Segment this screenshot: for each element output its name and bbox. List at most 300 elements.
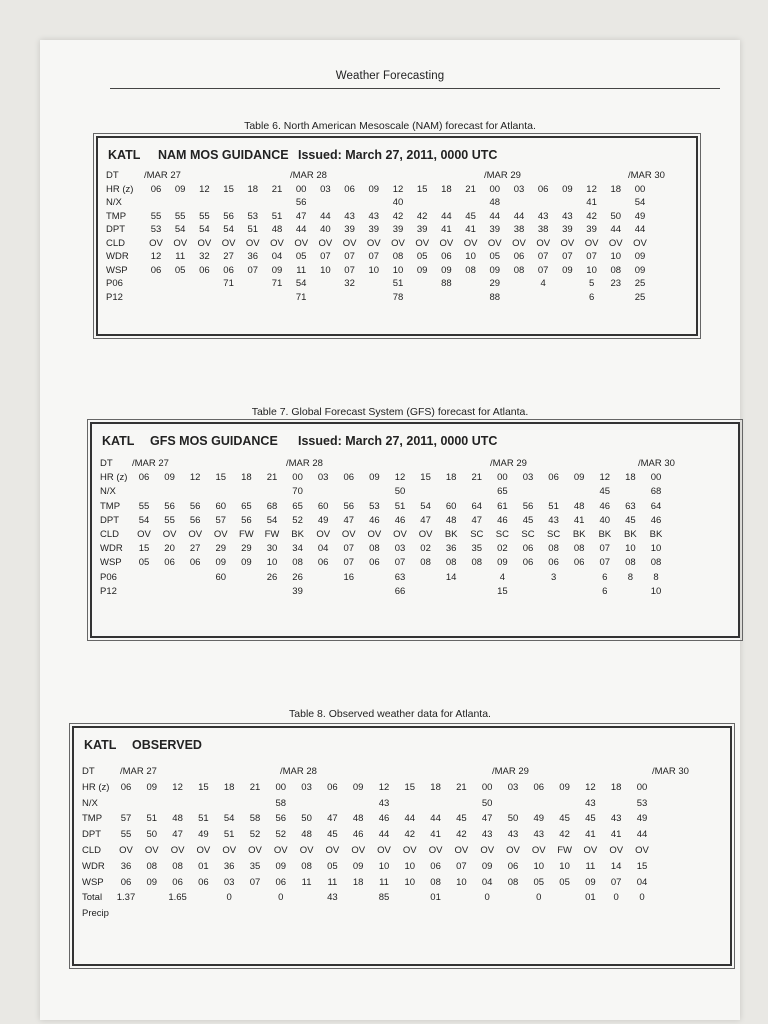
table-cell: 52 [249, 829, 261, 841]
table-cell: OV [213, 529, 228, 540]
table-cell: 08 [172, 860, 183, 872]
row-label: Precip [82, 908, 109, 920]
row-label: WDR [106, 251, 129, 262]
table-cell: 07 [456, 860, 467, 872]
table-cell: 44 [441, 210, 452, 222]
table-cell: 55 [174, 210, 186, 222]
table-cell: 44 [489, 210, 501, 222]
row-label: WSP [106, 264, 128, 276]
table-cell: OV [366, 237, 381, 249]
table-cell: 43 [378, 797, 390, 809]
table-cell: BK [291, 529, 304, 540]
table-cell: 06 [275, 876, 287, 888]
table-cell: 07 [562, 251, 573, 262]
table-cell: OV [299, 845, 314, 856]
table-cell: 51 [146, 813, 158, 825]
row-label: DPT [82, 829, 101, 841]
table-cell: 39 [344, 224, 355, 235]
table-cell: 58 [275, 797, 287, 809]
table-cell: 29 [489, 278, 501, 289]
table-cell: 36 [445, 543, 457, 555]
table-cell: OV [377, 845, 391, 856]
table-cell: 42 [404, 829, 416, 841]
table-cell: 02 [420, 543, 431, 555]
table-cell: 53 [369, 500, 380, 512]
table-cell: OV [119, 845, 133, 856]
table-cell: 45 [327, 829, 338, 841]
table-cell: 18 [241, 472, 252, 484]
table-cell: 39 [416, 224, 428, 235]
station-id: KATL [108, 148, 141, 162]
table-cell: 42 [416, 210, 428, 222]
date-header: /MAR 28 [290, 170, 327, 181]
table-cell: 09 [352, 860, 364, 872]
table-cell: 51 [392, 278, 404, 289]
table-cell: 03 [394, 543, 406, 555]
table-cell: 46 [352, 829, 364, 841]
table-cell: 29 [215, 543, 227, 555]
table-cell: 42 [559, 829, 570, 841]
table-cell: 08 [146, 860, 158, 872]
header-rule [110, 88, 720, 89]
table-cell: 09 [634, 264, 646, 276]
table-cell: 78 [392, 291, 404, 303]
table-cell: 08 [445, 557, 457, 569]
table-cell: 11 [301, 876, 312, 888]
table-cell: 30 [266, 543, 278, 555]
table-cell: OV [583, 845, 598, 856]
table-cell: 08 [610, 264, 622, 276]
table-cell: 21 [456, 781, 467, 793]
table-cell: 65 [241, 500, 252, 512]
table-cell: 18 [610, 781, 622, 793]
table-cell: 44 [513, 210, 525, 222]
table-cell: 47 [172, 829, 183, 841]
table-cell: 11 [327, 876, 338, 888]
table-cell: OV [367, 529, 382, 540]
table-cell: 50 [481, 797, 493, 809]
table-cell: 05 [138, 557, 150, 569]
table-cell: 07 [586, 251, 597, 262]
table-cell: OV [325, 845, 340, 856]
table-cell: 60 [215, 500, 227, 512]
table-cell: 18 [441, 183, 452, 195]
table-cell: 0 [484, 892, 490, 904]
table-cell: 06 [138, 472, 150, 484]
table-cell: 03 [317, 472, 329, 484]
table-cell: 06 [120, 781, 132, 793]
table-cell: OV [341, 529, 356, 540]
table-cell: 12 [199, 183, 210, 195]
table-cell: 03 [320, 183, 331, 195]
table-cell: 6 [602, 571, 608, 583]
table-cell: 41 [465, 224, 476, 235]
table-cell: SC [546, 529, 561, 540]
table-cell: 0 [613, 892, 619, 904]
table-cell: 06 [548, 472, 559, 484]
table-cell: OV [221, 237, 236, 249]
table-cell: 15 [416, 183, 428, 195]
table-cell: 4 [540, 278, 546, 289]
table-cell: 09 [559, 781, 570, 793]
table-cell: 09 [573, 472, 585, 484]
table-cell: 61 [497, 500, 508, 512]
table-cell: OV [531, 845, 546, 856]
table-cell: OV [137, 529, 151, 540]
table-cell: 07 [343, 557, 355, 569]
table-cell: 88 [441, 278, 452, 289]
table-cell: 18 [352, 876, 364, 888]
table-cell: BK [598, 529, 612, 540]
table-cell: OV [162, 529, 177, 540]
row-label: P06 [100, 571, 117, 583]
table-cell: SC [470, 529, 484, 540]
table-cell: 39 [392, 224, 404, 235]
table-cell: OV [402, 845, 417, 856]
table-cell: 11 [296, 264, 307, 276]
table-cell: 47 [471, 514, 483, 526]
table-cell: 38 [513, 224, 525, 235]
date-header: /MAR 30 [638, 458, 675, 469]
table-cell: 68 [650, 486, 662, 498]
table-title: GFS MOS GUIDANCE [150, 434, 278, 448]
table-cell: 11 [379, 876, 389, 888]
table-cell: 44 [634, 224, 646, 235]
table-cell: 34 [292, 543, 303, 555]
table-cell: 09 [241, 557, 252, 569]
table-cell: 26 [266, 571, 278, 583]
table-cell: 12 [392, 183, 404, 195]
table-cell: 21 [465, 183, 476, 195]
table-cell: 06 [343, 472, 355, 484]
table-cell: 51 [223, 829, 235, 841]
table-cell: 09 [634, 251, 646, 262]
table-cell: 43 [562, 210, 573, 222]
table-cell: 10 [378, 860, 390, 872]
table-cell: 09 [146, 876, 158, 888]
table-cell: 39 [562, 224, 573, 235]
table-cell: 15 [223, 183, 234, 195]
table-cell: 18 [430, 781, 441, 793]
table-cell: 54 [266, 514, 278, 526]
table-cell: 06 [507, 860, 519, 872]
table-cell: OV [393, 529, 407, 540]
table-cell: 06 [369, 557, 380, 569]
date-header: /MAR 29 [484, 170, 521, 181]
date-header: /MAR 27 [132, 458, 169, 469]
table-cell: 06 [430, 860, 441, 872]
table-cell: 44 [378, 829, 390, 841]
table-cell: 49 [634, 210, 646, 222]
table-cell: BK [444, 529, 458, 540]
table-cell: 06 [120, 876, 132, 888]
table-cell: OV [454, 845, 469, 856]
table-cell: 07 [599, 543, 611, 555]
table-cell: 06 [189, 557, 201, 569]
table-cell: 60 [215, 571, 227, 583]
table-cell: 57 [215, 514, 227, 526]
table-cell: OV [294, 237, 309, 249]
table-cell: 49 [533, 813, 545, 825]
table-cell: 51 [394, 500, 406, 512]
table-cell: 08 [548, 543, 559, 555]
table-cell: 08 [573, 543, 585, 555]
table-cell: 44 [610, 224, 622, 235]
table-cell: OV [197, 237, 212, 249]
table-cell: 12 [378, 781, 390, 793]
table-cell: 07 [344, 251, 355, 262]
table-cell: 41 [610, 829, 622, 841]
table-cell: 56 [522, 500, 534, 512]
table-cell: 58 [249, 813, 261, 825]
table-cell: 63 [394, 571, 406, 583]
row-label: N/X [82, 797, 98, 809]
table-cell: 14 [610, 860, 622, 872]
table-cell: 06 [573, 557, 585, 569]
table-cell: 49 [317, 514, 329, 526]
table-cell: 04 [636, 876, 648, 888]
table-cell: 38 [537, 224, 549, 235]
table-cell: 1.65 [168, 892, 187, 904]
table-cell: 45 [585, 813, 596, 825]
table-cell: 25 [634, 291, 646, 303]
table-cell: 23 [610, 278, 622, 289]
table-cell: 10 [650, 543, 662, 555]
table-cell: OV [351, 845, 366, 856]
table-cell: 06 [150, 264, 162, 276]
table-cell: 43 [327, 892, 338, 904]
table-cell: 0 [278, 892, 284, 904]
table-cell: 09 [441, 264, 452, 276]
table-cell: 51 [271, 210, 283, 222]
table-cell: BK [649, 529, 663, 540]
table-cell: 08 [369, 543, 380, 555]
table-cell: 01 [430, 892, 441, 904]
table-cell: 09 [562, 183, 573, 195]
table-cell: 35 [471, 543, 483, 555]
table-cell: 39 [489, 224, 501, 235]
table-cell: 05 [174, 264, 186, 276]
table-cell: 08 [430, 876, 441, 888]
page-header: Weather Forecasting [335, 70, 445, 82]
table-cell: 06 [172, 876, 183, 888]
table-cell: 06 [223, 264, 234, 276]
table-cell: 64 [471, 500, 483, 512]
date-header: /MAR 27 [144, 170, 181, 181]
table-cell: 15 [138, 543, 150, 555]
table-cell: 05 [416, 251, 428, 262]
table-cell: 06 [198, 876, 209, 888]
table-cell: 12 [585, 781, 596, 793]
table-cell: 04 [271, 251, 283, 262]
table-cell: 54 [223, 813, 235, 825]
table-cell: 06 [164, 557, 175, 569]
table-cell: 40 [599, 514, 611, 526]
table-cell: FW [264, 529, 280, 540]
table-cell: 65 [497, 486, 508, 498]
table-cell: 06 [533, 781, 545, 793]
table-cell: 15 [636, 860, 648, 872]
table-cell: 00 [650, 472, 662, 484]
table-cell: 08 [513, 264, 525, 276]
table-cell: 10 [586, 264, 597, 276]
table-cell: 42 [392, 210, 404, 222]
table-cell: OV [415, 237, 430, 249]
table-cell: 05 [489, 251, 501, 262]
table-cell: 55 [150, 210, 162, 222]
table-cell: 07 [320, 251, 331, 262]
table-cell: 45 [625, 514, 636, 526]
table-cell: 47 [327, 813, 338, 825]
date-header: /MAR 28 [280, 766, 317, 777]
table-cell: 46 [394, 514, 406, 526]
table-cell: 09 [416, 264, 428, 276]
table6-caption: Table 6. North American Mesoscale (NAM) forecast for Atlanta. [244, 120, 536, 132]
table-cell: 71 [271, 278, 283, 289]
table-cell: 09 [146, 781, 158, 793]
table-cell: 45 [599, 486, 611, 498]
table-cell: 56 [223, 210, 234, 222]
table-cell: 54 [199, 224, 210, 235]
table-cell: 10 [404, 876, 416, 888]
table-cell: 50 [301, 813, 312, 825]
table-cell: 11 [175, 251, 186, 262]
table-cell: 39 [292, 585, 303, 597]
table-cell: 46 [497, 514, 508, 526]
row-label: N/X [106, 197, 122, 208]
row-label: DPT [106, 224, 125, 235]
row-label: P12 [106, 291, 123, 303]
table-cell: 29 [241, 543, 252, 555]
table-cell: 06 [344, 183, 355, 195]
table-cell: 09 [481, 860, 493, 872]
table-cell: 46 [369, 514, 380, 526]
table-cell: 43 [585, 797, 596, 809]
table-cell: OV [391, 237, 405, 249]
table-cell: OV [270, 237, 284, 249]
table-cell: 15 [198, 781, 209, 793]
table-cell: 35 [249, 860, 261, 872]
row-label: WSP [100, 557, 122, 569]
table-cell: 10 [392, 264, 404, 276]
table-cell: 09 [215, 557, 227, 569]
station-id: KATL [102, 434, 135, 448]
table-cell: 3 [550, 571, 557, 583]
table-cell: OV [149, 237, 163, 249]
table-cell: OV [536, 237, 551, 249]
date-header: /MAR 30 [628, 170, 665, 181]
row-label: CLD [100, 529, 120, 540]
table-cell: 00 [497, 472, 508, 484]
table-cell: 04 [317, 543, 329, 555]
table-cell: 52 [275, 829, 287, 841]
table-cell: 68 [266, 500, 278, 512]
table-cell: 09 [585, 876, 596, 888]
table-cell: 70 [292, 486, 303, 498]
table-cell: 54 [138, 514, 150, 526]
table-cell: 56 [275, 813, 287, 825]
table-cell: 48 [445, 514, 457, 526]
table-cell: 21 [266, 472, 278, 484]
table-cell: OV [584, 237, 599, 249]
table-cell: 10 [610, 251, 622, 262]
table-cell: 01 [585, 892, 596, 904]
table-cell: 10 [465, 251, 476, 262]
table-cell: 1.37 [116, 892, 136, 904]
table-cell: 06 [513, 251, 525, 262]
table-cell: 06 [522, 543, 534, 555]
table-cell: 12 [172, 781, 183, 793]
table-cell: 6 [588, 291, 595, 303]
table-cell: 08 [301, 860, 312, 872]
date-header: /MAR 29 [492, 766, 529, 777]
table-cell: 09 [369, 472, 380, 484]
table-cell: 08 [507, 876, 519, 888]
table-cell: 10 [650, 585, 662, 597]
table-cell: 10 [533, 860, 545, 872]
table-title: NAM MOS GUIDANCE [158, 148, 289, 162]
table-cell: 06 [327, 781, 338, 793]
table-cell: FW [557, 845, 572, 856]
table-cell: OV [428, 845, 443, 856]
table-cell: 5 [588, 278, 595, 289]
table-cell: 46 [378, 813, 390, 825]
table-cell: 05 [559, 876, 570, 888]
table-cell: 21 [249, 781, 261, 793]
table-cell: OV [170, 845, 185, 856]
issued-date: Issued: March 27, 2011, 0000 UTC [298, 148, 498, 162]
table8-caption: Table 8. Observed weather data for Atlanta. [289, 708, 491, 720]
table-cell: 36 [223, 860, 235, 872]
date-header: /MAR 27 [120, 766, 157, 777]
table-cell: 36 [247, 251, 259, 262]
table-cell: 09 [497, 557, 508, 569]
table-cell: SC [495, 529, 509, 540]
table-cell: 48 [172, 813, 183, 825]
table-cell: 51 [198, 813, 209, 825]
table-cell: 03 [513, 183, 525, 195]
row-label: TMP [106, 210, 127, 222]
row-label: DT [100, 458, 113, 469]
table-cell: OV [463, 237, 478, 249]
table-cell: 43 [344, 210, 355, 222]
table-cell: 07 [537, 264, 549, 276]
date-header: /MAR 29 [490, 458, 527, 469]
table-cell: 57 [120, 813, 132, 825]
table-cell: 49 [198, 829, 209, 841]
table-cell: 07 [368, 251, 380, 262]
table-cell: 56 [343, 500, 355, 512]
table-cell: 03 [223, 876, 235, 888]
table-cell: 07 [247, 264, 259, 276]
table-cell: 10 [625, 543, 636, 555]
table-cell: 55 [138, 500, 150, 512]
row-label: P12 [100, 585, 117, 597]
table-cell: 16 [343, 571, 355, 583]
table-cell: 47 [481, 813, 493, 825]
table-cell: 05 [327, 860, 338, 872]
table-cell: 52 [292, 514, 303, 526]
table-cell: 08 [650, 557, 662, 569]
row-label: N/X [100, 486, 116, 498]
table-cell: OV [173, 237, 188, 249]
row-label: HR (z) [100, 472, 128, 484]
table-cell: 06 [150, 183, 162, 195]
table-cell: 41 [441, 224, 452, 235]
table6-nam [96, 136, 698, 336]
table-cell: 01 [198, 860, 209, 872]
table-cell: 08 [465, 264, 476, 276]
